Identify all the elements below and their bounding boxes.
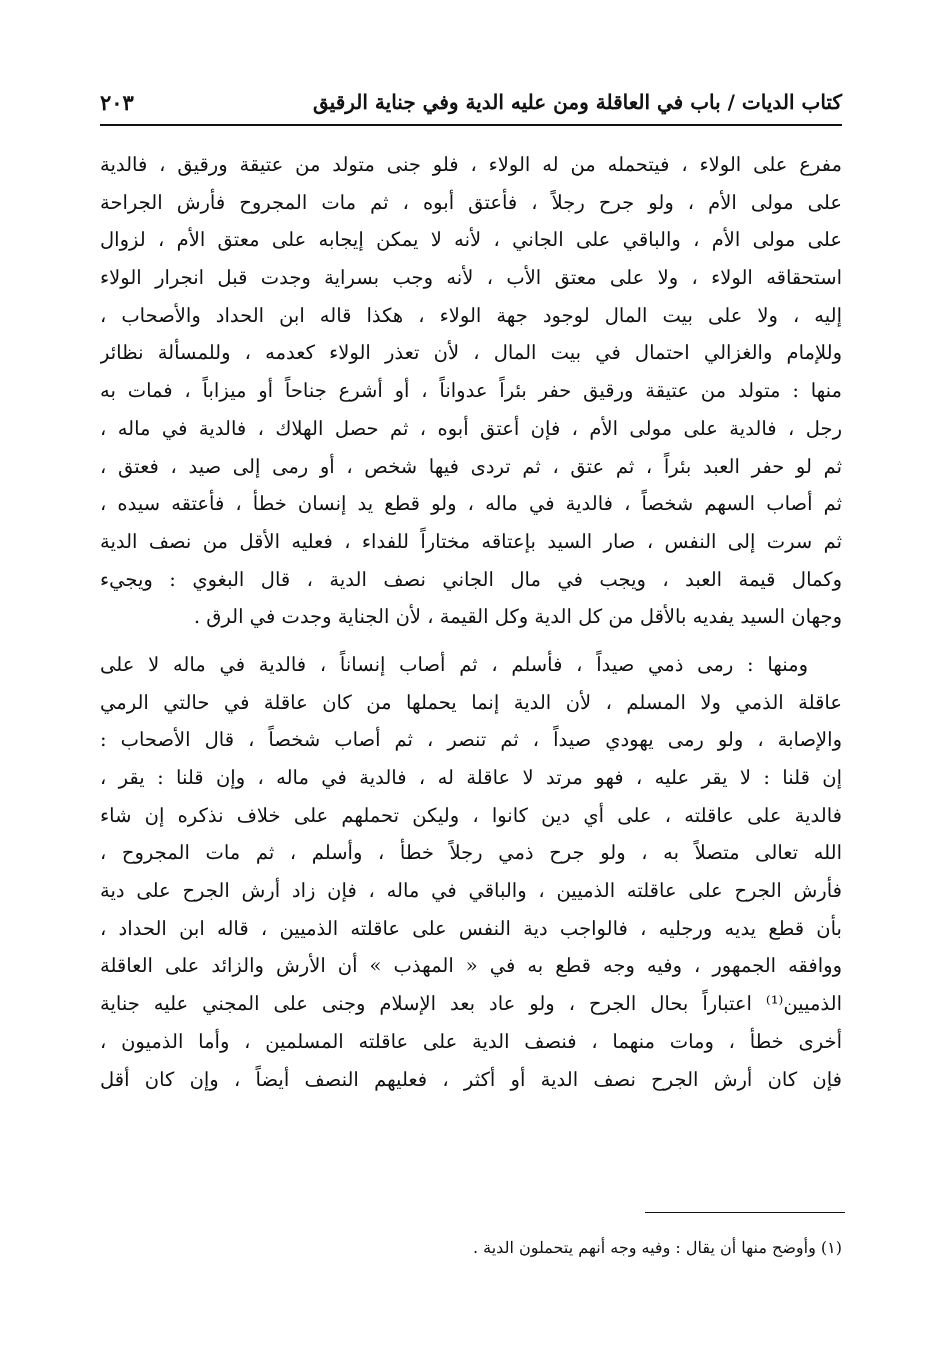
running-title: كتاب الديات / باب في العاقلة ومن عليه الدية وفي جناية الرقيق [312,90,842,114]
running-head [100,82,842,122]
text-line: على مولى الأم ، ولو جرح رجلاً ، فأعتق أبوه ، ثم مات المجروح فأرش الجراحة [100,190,842,214]
body-text [100,146,842,1098]
text-line: الله تعالى متصلاً به ، ولو جرح ذمي رجلاً خطأ ، وأسلم ، ثم مات المجروح ، [100,841,842,865]
text-line: والإصابة ، ولو رمى يهودي صيداً ، ثم تنصر ، ثم أصاب شخصاً ، قال الأصحاب : [100,728,842,752]
footnote-rule [645,1212,845,1213]
page-number: ٢٠٣ [100,89,134,115]
text-line: عاقلة الذمي ولا المسلم ، لأن الدية إنما يحملها من كان عاقلة في حالتي الرمي [100,690,842,714]
text-line: استحقاقه الولاء ، ولا على معتق الأب ، لأنه وجب بسراية وجدت قبل انجرار الولاء [100,266,842,290]
text-line: وللإمام والغزالي احتمال في بيت المال ، لأن تعذر الولاء كعدمه ، وللمسألة نظائر [100,341,842,365]
footnote: (١) وأوضح منها أن يقال : وفيه وجه أنهم يتحملون الدية . [472,1238,842,1257]
text-line: إليه ، ولا على بيت المال لوجود جهة الولاء ، هكذا قاله ابن الحداد والأصحاب ، [100,303,842,327]
header-rule [100,124,842,126]
text-line: رجل ، فالدية على مولى الأم ، فإن أعتق أبوه ، ثم حصل الهلاك ، فالدية في ماله ، [100,416,842,440]
text-line: وجهان السيد يفديه بالأقل من كل الدية وكل القيمة ، لأن الجناية وجدت في الرق . [193,605,842,629]
text-line: ثم سرت إلى النفس ، صار السيد بإعتاقه مختاراً للفداء ، فعليه الأقل من نصف الدية [100,529,842,553]
text-line: ثم لو حفر العبد بئراً ، ثم عتق ، ثم تردى فيها شخص ، أو رمى إلى صيد ، فعتق ، [100,454,842,478]
text-line: على مولى الأم ، والباقي على الجاني ، لأنه لا يمكن إيجابه على معتق الأم ، لزوال [100,228,842,252]
text-line: بأن قطع يديه ورجليه ، فالواجب دية النفس على عاقلته الذميين ، قاله ابن الحداد ، [100,916,842,940]
text-line: مفرع على الولاء ، فيتحمله من له الولاء ، فلو جنى متولد من عتيقة ورقيق ، فالدية [100,153,842,176]
text-line: الذميين⁽¹⁾ اعتباراً بحال الجرح ، ولو عاد بعد الإسلام وجنى على المجني عليه جناية [100,992,842,1016]
text-line: منها : متولد من عتيقة ورقيق حفر بئراً عدواناً ، أو أشرع جناحاً أو ميزاباً ، فمات به [100,379,842,403]
text-line: وكمال قيمة العبد ، ويجب في مال الجاني نصف الدية ، قال البغوي : ويجيء [100,567,842,591]
text-line: ثم أصاب السهم شخصاً ، فالدية في ماله ، ولو قطع يد إنسان خطأ ، فأعتقه سيده ، [100,492,842,516]
text-line: أخرى خطأ ، ومات منهما ، فنصف الدية على عاقلته المسلمين ، وأما الذميون ، [100,1029,842,1053]
paragraph-2 [100,646,842,1098]
text-line: فأرش الجرح على عاقلته الذميين ، والباقي في ماله ، فإن زاد أرش الجرح على دية [100,879,842,903]
text-line: ووافقه الجمهور ، وفيه وجه قطع به في « المهذب » أن الأرش والزائد على العاقلة [100,954,842,978]
text-line: فالدية على عاقلته ، على أي دين كانوا ، وليكن تحملهم على خلاف نذكره إن شاء [100,803,842,827]
text-line: ومنها : رمى ذمي صيداً ، فأسلم ، ثم أصاب إنساناً ، فالدية في ماله لا على [100,652,808,676]
paragraph-1 [100,146,842,636]
text-line: إن قلنا : لا يقر عليه ، فهو مرتد لا عاقلة له ، فالدية في ماله ، وإن قلنا : يقر ، [100,766,842,789]
text-line: فإن كان أرش الجرح نصف الدية أو أكثر ، فعليهم النصف أيضاً ، وإن كان أقل [100,1067,842,1091]
paragraph-gap [100,636,842,646]
